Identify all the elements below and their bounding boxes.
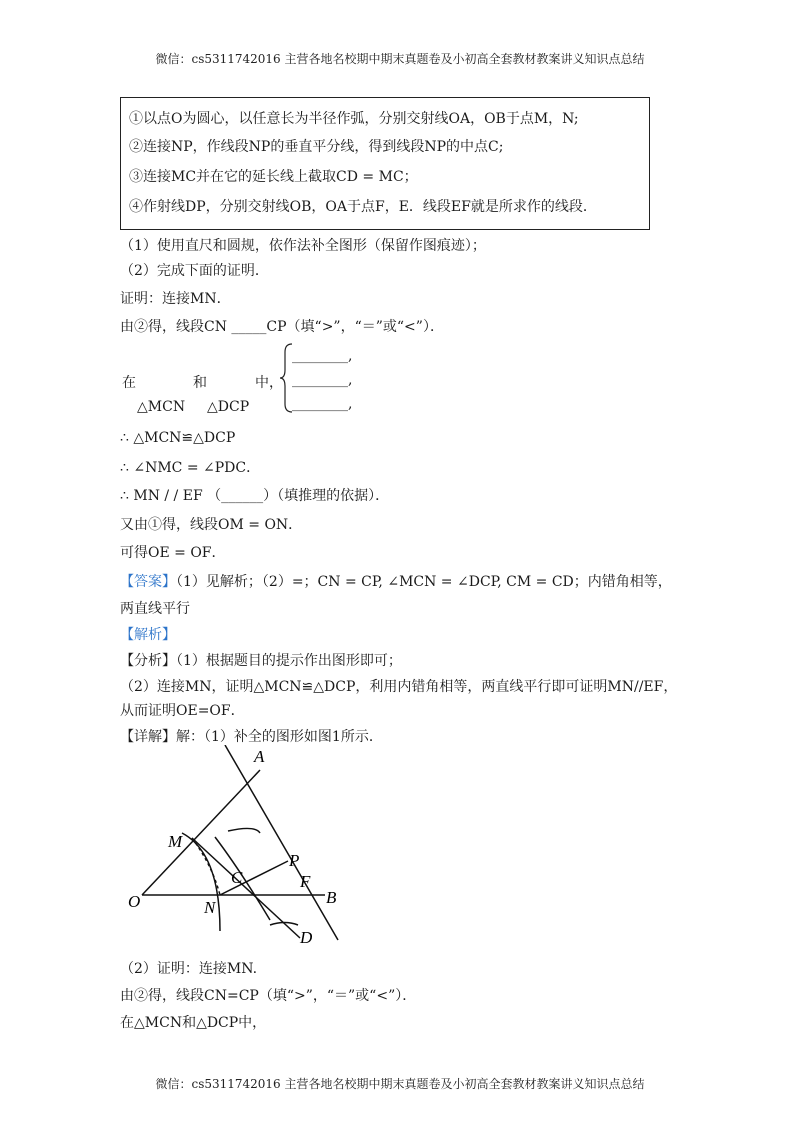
label-b: B (326, 888, 337, 907)
triangle-mcn: △MCN (137, 399, 186, 415)
step-3: ③连接MC并在它的延长线上截取CD = MC； (129, 169, 418, 185)
question-2: （2）完成下面的证明． (120, 263, 269, 279)
congruent-line: ∴ △MCN≌△DCP (120, 430, 236, 446)
proof2-line-3: 在△MCN和△DCP中， (120, 1015, 267, 1031)
analysis-line-2: （2）连接MN，证明△MCN≌△DCP，利用内错角相等，两直线平行即可证明MN//EF， (120, 679, 678, 695)
analysis-line-3: 从而证明OE=OF． (120, 703, 245, 719)
label-p: P (289, 851, 300, 870)
label-d: D (300, 928, 313, 947)
angle-line: ∴ ∠NMC = ∠PDC． (120, 460, 261, 476)
in-word: 在 (122, 375, 136, 391)
detail-line: 【详解】解：（1）补全的图形如图1所示． (120, 729, 383, 745)
label-n: N (204, 898, 216, 917)
and-word: 和 (193, 375, 207, 391)
question-1: （1）使用直尺和圆规，依作法补全图形（保留作图痕迹）； (120, 238, 486, 254)
label-o: O (128, 892, 141, 911)
line-ad (225, 745, 338, 940)
middle-word: 中， (255, 375, 283, 391)
answer-line-2: 两直线平行 (120, 601, 190, 617)
triangle-dcp: △DCP (207, 399, 250, 415)
step-1: ①以点O为圆心，以任意长为半径作弧，分别交射线OA，OB于点M，N; (129, 111, 579, 127)
analysis-tag: 【解析】 (120, 627, 176, 643)
geometry-figure (120, 745, 360, 950)
label-m: M (168, 832, 183, 851)
bisector-line (215, 837, 270, 920)
construction-steps-box (120, 97, 650, 230)
from-step-1-line: 又由①得，线段OM = ON． (120, 517, 303, 533)
label-f: F (300, 872, 311, 891)
label-c: C (231, 868, 243, 887)
page-header: 微信：cs5311742016 主营各地名校期中期末真题卷及小初高全套教材教案讲义知识点总结 (155, 52, 645, 66)
parallel-line: ∴ MN / / EF （______）（填推理的依据）． (120, 488, 390, 504)
page-footer: 微信：cs5311742016 主营各地名校期中期末真题卷及小初高全套教材教案讲义知识点总结 (155, 1077, 645, 1091)
step-4: ④作射线DP，分别交射线OB，OA于点F，E．线段EF就是所求作的线段． (129, 199, 597, 215)
conclusion-line: 可得OE = OF． (120, 545, 226, 561)
answer-line (120, 571, 672, 591)
brace-blank-2: ________, (292, 372, 353, 388)
proof2-line-2: 由②得，线段CN=CP（填“>”，“＝”或“<”）． (120, 988, 417, 1004)
brace-blank-3: ________, (292, 396, 353, 412)
arc-bisector-top (228, 828, 260, 833)
proof2-line-1: （2）证明：连接MN. (120, 961, 258, 977)
proof-connect: 证明：连接MN． (120, 291, 231, 307)
step-2: ②连接NP，作线段NP的垂直平分线，得到线段NP的中点C; (129, 139, 504, 155)
brace-blank-1: ________, (292, 348, 353, 364)
proof-fill-line: 由②得，线段CN _____CP（填“>”，“＝”或“<”）． (120, 319, 444, 335)
answer-text: （1）见解析；（2）=；CN = CP, ∠MCN = ∠DCP, CM = CD；内错角相等， (176, 574, 672, 590)
answer-tag: 【答案】 (120, 574, 176, 590)
analysis-fenxi: 【分析】（1）根据题目的提示作出图形即可； (120, 653, 402, 669)
label-a: A (254, 747, 265, 766)
